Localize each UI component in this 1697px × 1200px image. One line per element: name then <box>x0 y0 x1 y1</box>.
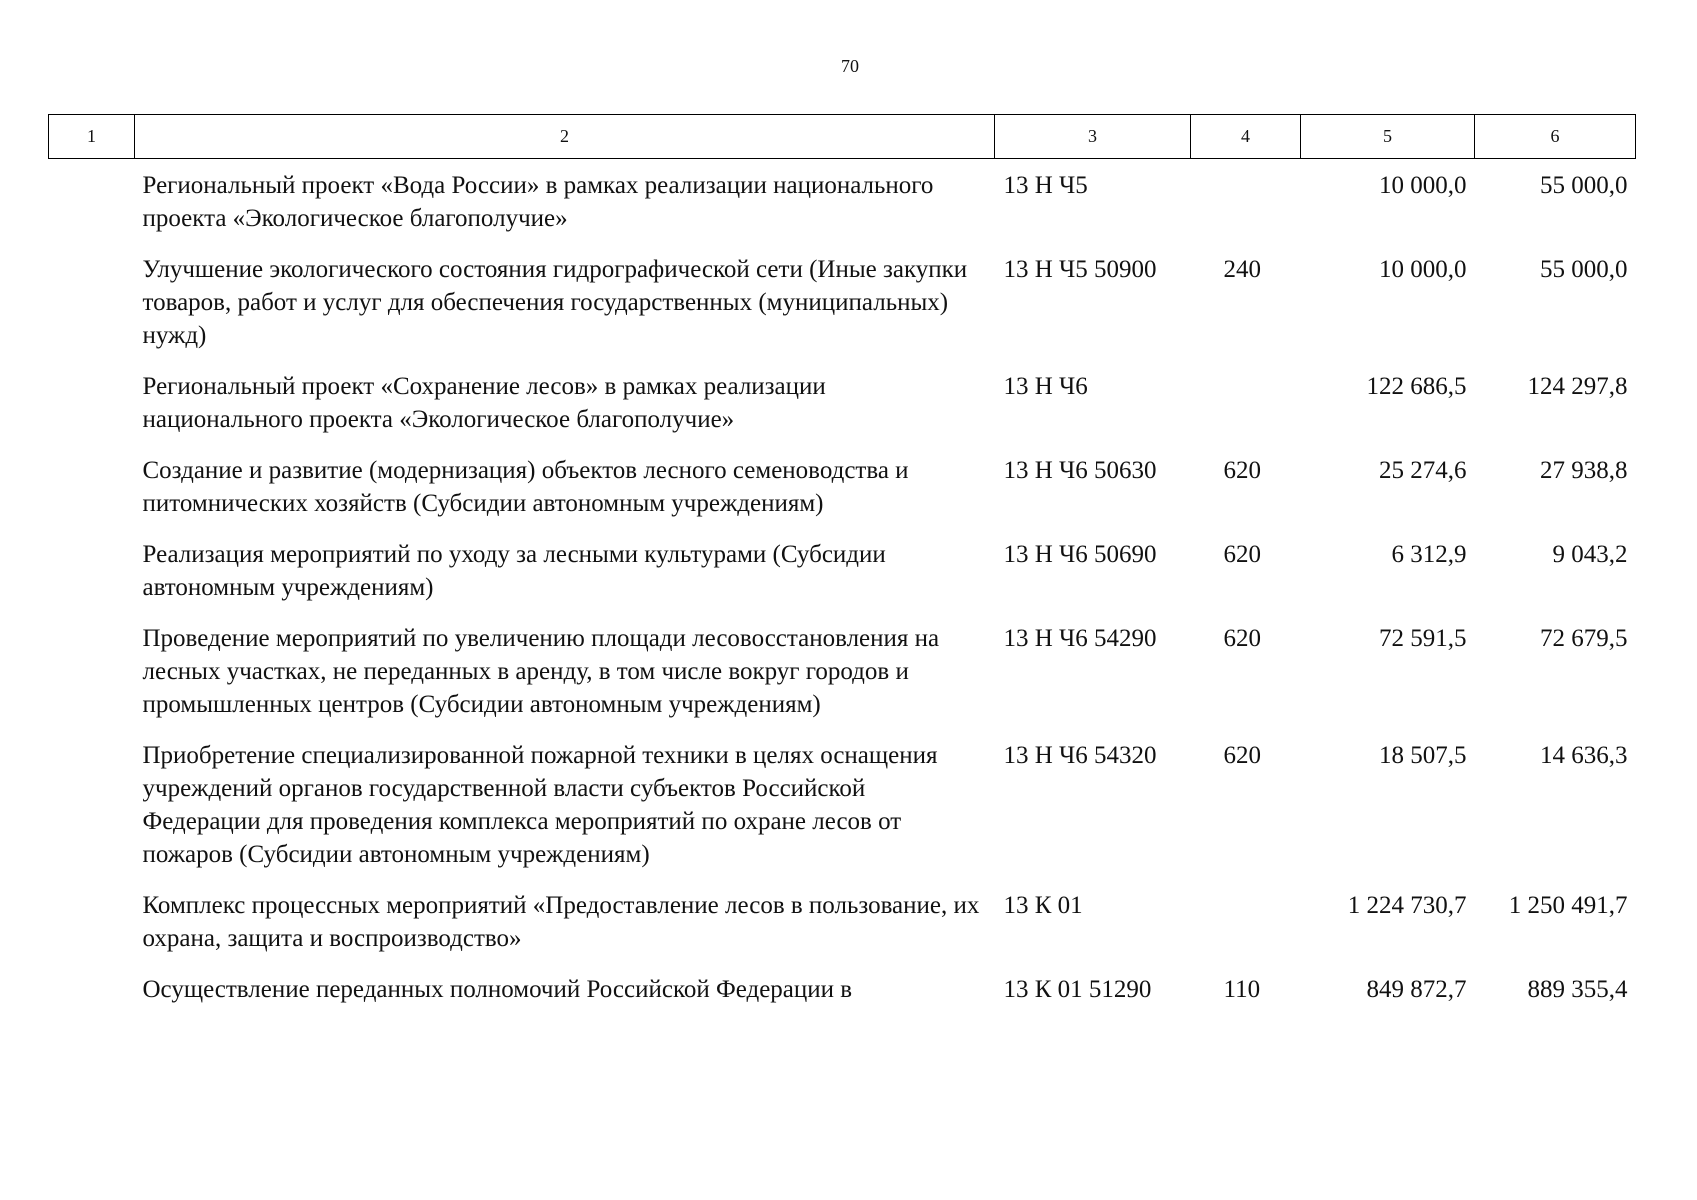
cell-expense-type: 620 <box>1223 457 1261 484</box>
table-body <box>49 159 1636 1015</box>
cell-value-6: 27 938,8 <box>1540 457 1628 484</box>
cell-code: 13 Н Ч6 54320 <box>1003 742 1157 769</box>
cell-value-5: 1 224 730,7 <box>1347 892 1467 919</box>
cell-expense-type <box>1191 879 1301 963</box>
table-row <box>49 360 1636 444</box>
column-header-6: 6 <box>1475 115 1636 159</box>
cell-value-6: 14 636,3 <box>1540 742 1628 769</box>
page-number: 70 <box>841 56 859 76</box>
cell-code: 13 Н Ч5 <box>1003 172 1088 199</box>
cell-value-6: 72 679,5 <box>1540 625 1628 652</box>
table-row <box>49 444 1636 528</box>
table-row <box>49 729 1636 879</box>
cell-col1 <box>49 612 135 729</box>
cell-expense-type <box>1191 360 1301 444</box>
cell-col1 <box>49 444 135 528</box>
cell-value-6: 124 297,8 <box>1527 373 1628 400</box>
cell-expense-type: 620 <box>1223 625 1261 652</box>
table-row <box>49 612 1636 729</box>
cell-value-6: 55 000,0 <box>1540 256 1628 283</box>
cell-value-5: 18 507,5 <box>1379 742 1467 769</box>
table-header-row <box>49 115 1636 159</box>
cell-col1 <box>49 528 135 612</box>
table-row <box>49 159 1636 244</box>
cell-value-5: 25 274,6 <box>1379 457 1467 484</box>
cell-name: Комплекс процессных мероприятий «Предоставление лесов в пользование, их охрана, защита и воспроизводство» <box>142 892 980 952</box>
column-header-2: 2 <box>135 115 995 159</box>
cell-col1 <box>49 963 135 1014</box>
cell-col1 <box>49 729 135 879</box>
cell-value-5: 849 872,7 <box>1366 976 1467 1003</box>
cell-name: Проведение мероприятий по увеличению площади лесовосстановления на лесных участках, не переданных в аренду, в том числе вокруг городов и промышленных центров (Субсидии автономным учреждениям) <box>142 625 940 718</box>
cell-expense-type: 620 <box>1223 742 1261 769</box>
table-row <box>49 243 1636 360</box>
table-row <box>49 963 1636 1014</box>
cell-code: 13 Н Ч5 50900 <box>1003 256 1157 283</box>
cell-col1 <box>49 879 135 963</box>
column-header-5: 5 <box>1301 115 1475 159</box>
cell-col1 <box>49 159 135 244</box>
cell-code: 13 Н Ч6 <box>1003 373 1088 400</box>
budget-table <box>48 114 1636 1014</box>
table-row <box>49 528 1636 612</box>
cell-name: Региональный проект «Сохранение лесов» в рамках реализации национального проекта «Экологическое благополучие» <box>142 373 826 433</box>
column-header-4: 4 <box>1191 115 1301 159</box>
cell-name: Приобретение специализированной пожарной техники в целях оснащения учреждений органов государственной власти субъектов Российской Федерации для проведения комплекса мероприятий по охране лесов от пожаров (Субсидии автономным учреждениям) <box>142 742 938 868</box>
cell-value-5: 122 686,5 <box>1366 373 1467 400</box>
cell-value-5: 72 591,5 <box>1379 625 1467 652</box>
cell-expense-type: 240 <box>1223 256 1261 283</box>
cell-value-6: 55 000,0 <box>1540 172 1628 199</box>
column-header-1: 1 <box>49 115 135 159</box>
cell-name: Создание и развитие (модернизация) объектов лесного семеноводства и питомнических хозяйств (Субсидии автономным учреждениям) <box>142 457 909 517</box>
table-row <box>49 879 1636 963</box>
cell-name: Улучшение экологического состояния гидрографической сети (Иные закупки товаров, работ и услуг для обеспечения государственных (муниципальных) нужд) <box>142 256 968 349</box>
cell-value-6: 889 355,4 <box>1527 976 1628 1003</box>
column-header-3: 3 <box>995 115 1191 159</box>
cell-name: Осуществление переданных полномочий Российской Федерации в <box>142 976 853 1003</box>
cell-code: 13 К 01 <box>1003 892 1083 919</box>
cell-name: Реализация мероприятий по уходу за лесными культурами (Субсидии автономным учреждениям) <box>142 541 886 601</box>
cell-code: 13 Н Ч6 54290 <box>1003 625 1157 652</box>
cell-value-6: 1 250 491,7 <box>1508 892 1628 919</box>
cell-col1 <box>49 243 135 360</box>
cell-expense-type: 620 <box>1223 541 1261 568</box>
cell-code: 13 Н Ч6 50630 <box>1003 457 1157 484</box>
cell-code: 13 Н Ч6 50690 <box>1003 541 1157 568</box>
cell-value-6: 9 043,2 <box>1552 541 1628 568</box>
cell-value-5: 6 312,9 <box>1391 541 1467 568</box>
cell-expense-type <box>1191 159 1301 244</box>
cell-value-5: 10 000,0 <box>1379 256 1467 283</box>
cell-code: 13 К 01 51290 <box>1003 976 1152 1003</box>
cell-name: Региональный проект «Вода России» в рамках реализации национального проекта «Экологическое благополучие» <box>142 172 934 232</box>
cell-value-5: 10 000,0 <box>1379 172 1467 199</box>
cell-expense-type: 110 <box>1223 976 1261 1003</box>
cell-col1 <box>49 360 135 444</box>
